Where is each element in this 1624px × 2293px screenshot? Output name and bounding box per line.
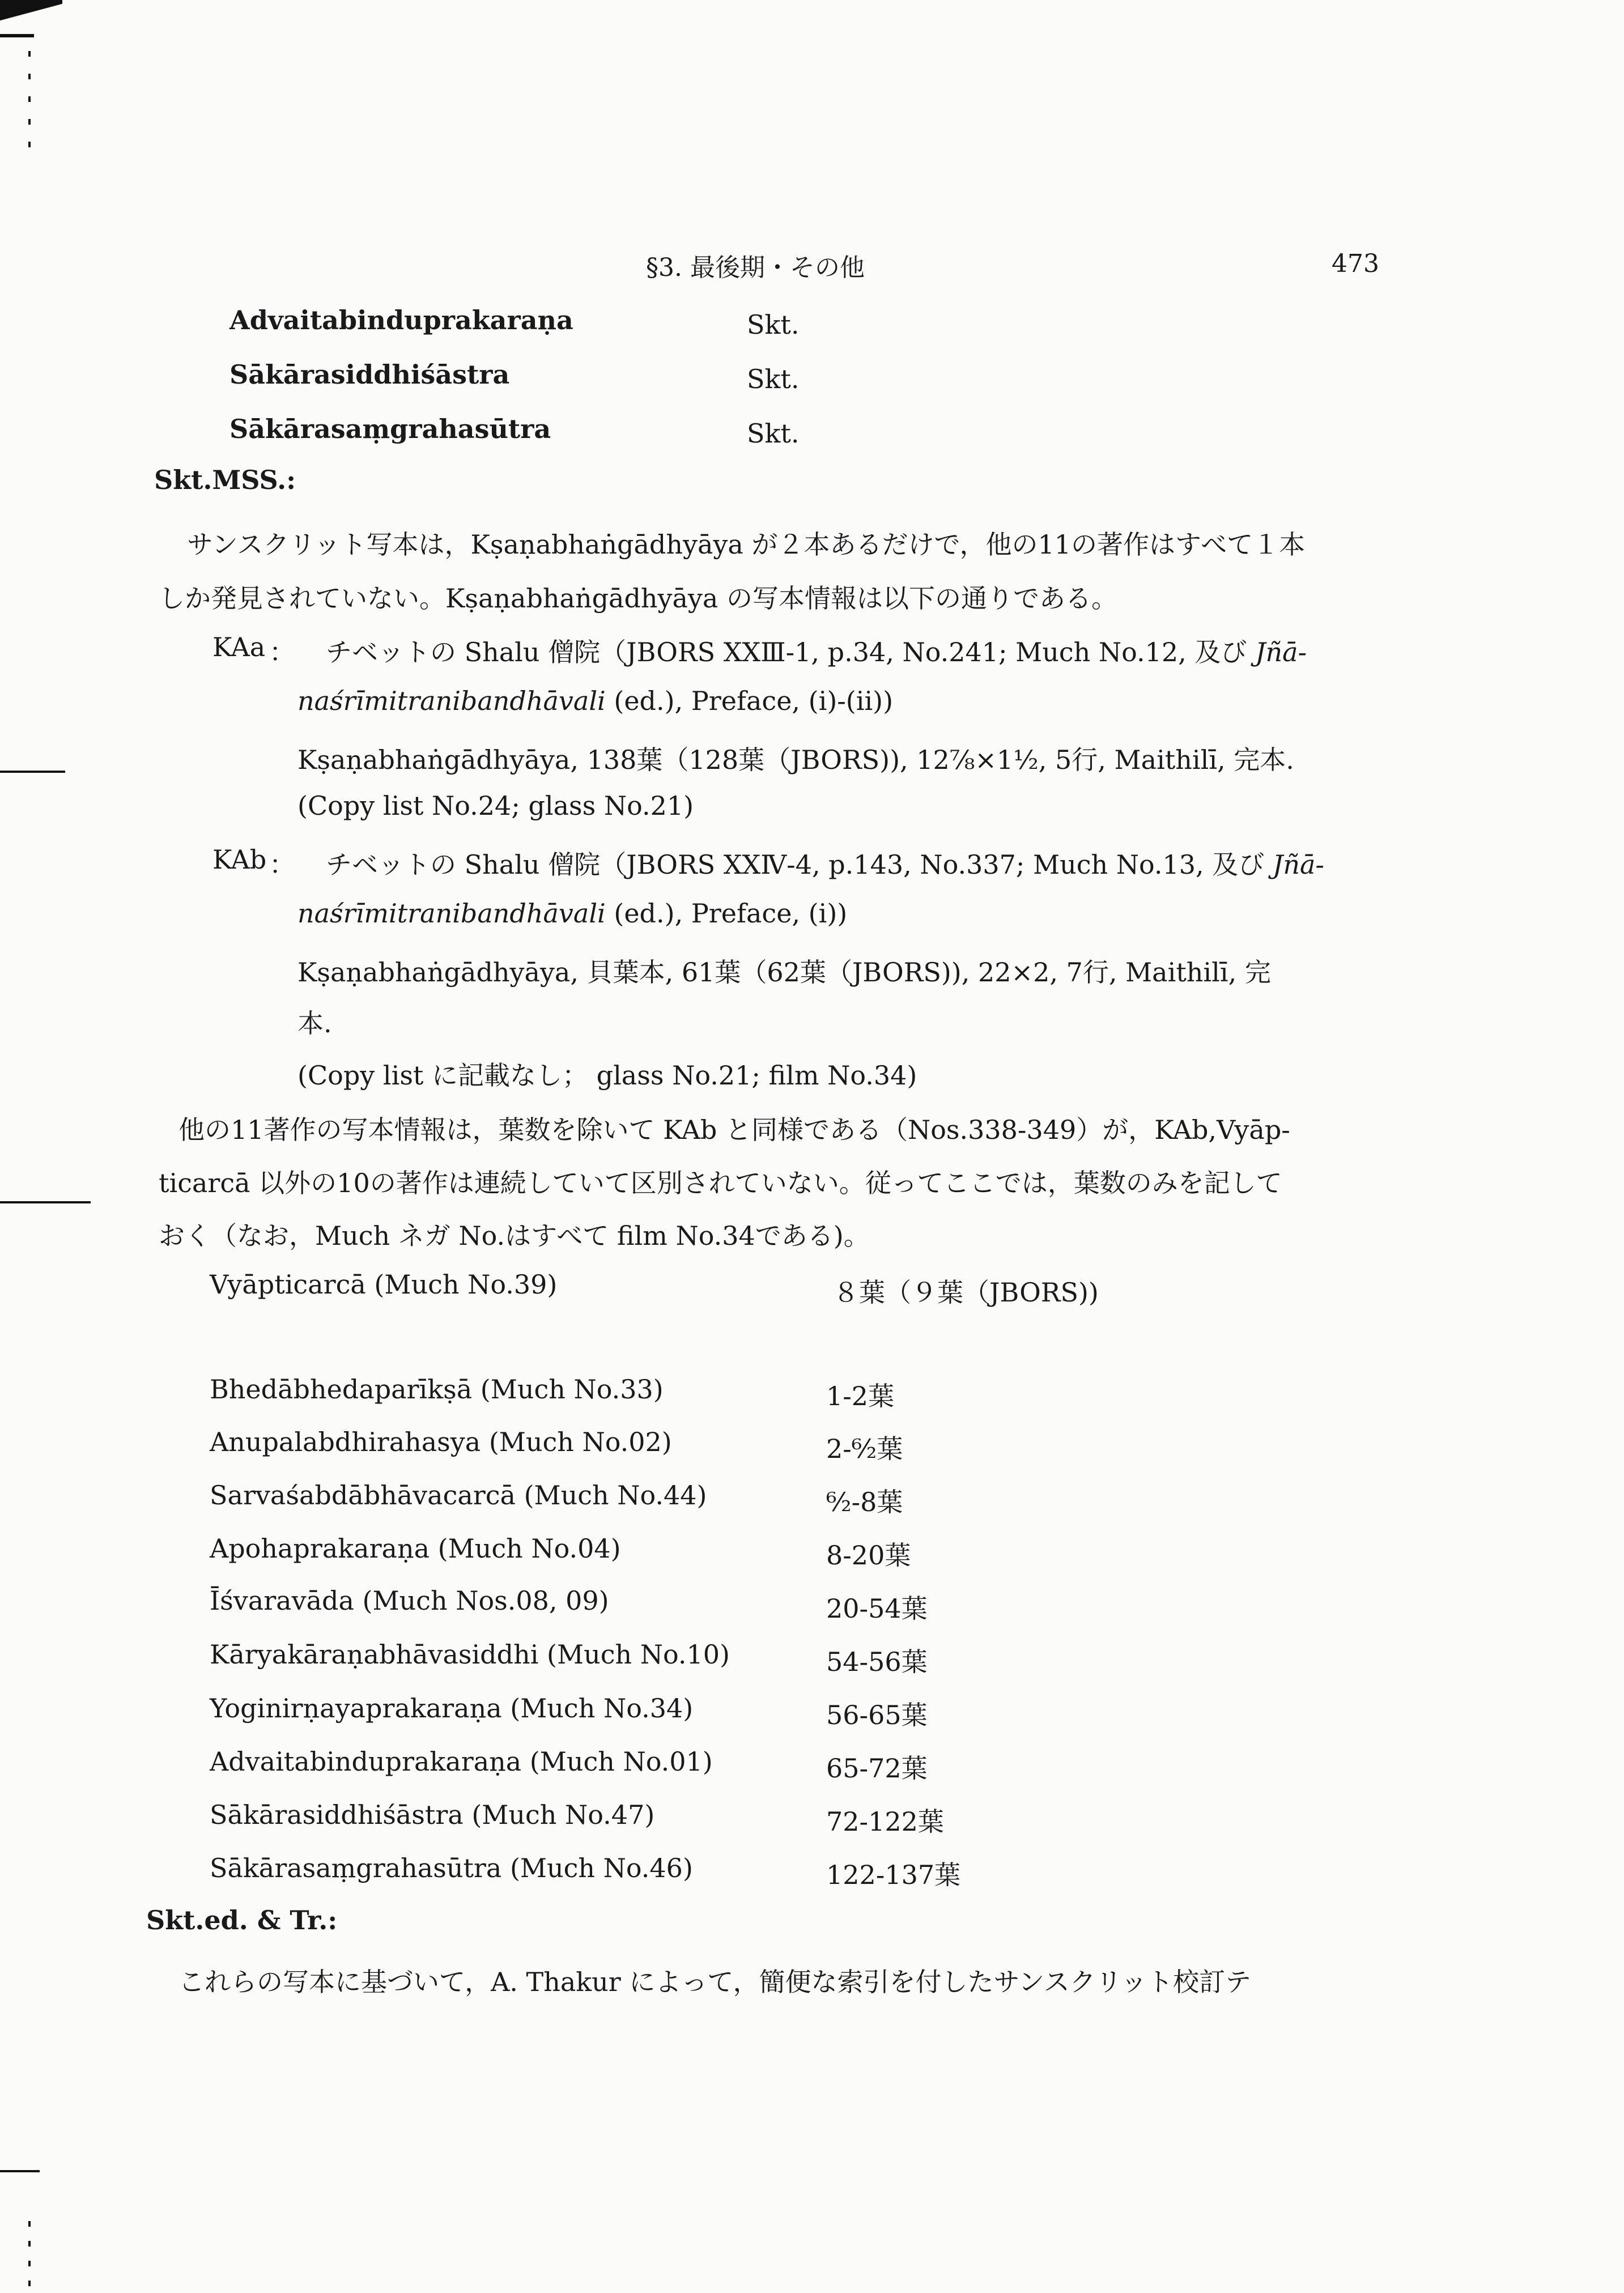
- kaa-label: KAa: [212, 632, 266, 662]
- kab-line-text: (ed.), Preface, (i)): [614, 898, 848, 929]
- ed-text-line: これらの写本に基づいて，A. Thakur によって，簡便な索引を付したサンスクリット校訂テ: [178, 1967, 1251, 1997]
- mss-heading: Skt.MSS.:: [154, 465, 296, 495]
- section-heading: §3. 最後期・その他: [646, 253, 865, 282]
- leaves-name: Anupalabdhirahasya (Much No.02): [210, 1427, 672, 1457]
- scan-mark: [28, 2221, 31, 2293]
- leaves-count: 2-⁶⁄₂葉: [826, 1433, 903, 1464]
- leaves-name: Sākārasaṃgrahasūtra (Much No.46): [210, 1853, 693, 1883]
- scan-mark: [28, 51, 31, 164]
- others-line: 他の11著作の写本情報は，葉数を除いて KAb と同様である（Nos.338-349）が，KAb,Vyāp-: [178, 1114, 1290, 1145]
- others-line: おく（なお，Much ネガ No.はすべて film No.34である)。: [159, 1220, 870, 1251]
- leaves-count: 65-72葉: [826, 1753, 928, 1784]
- others-line: ticarcā 以外の10の著作は連続していて区別されていない。従ってここでは，葉数のみを記して: [159, 1168, 1282, 1198]
- leaves-name: Īśvaravāda (Much Nos.08, 09): [210, 1585, 609, 1616]
- leaves-count: 56-65葉: [826, 1700, 928, 1730]
- leaves-count: ８葉（９葉（JBORS)): [833, 1277, 1099, 1308]
- scan-mark: [0, 771, 65, 773]
- leaves-name: Vyāpticarcā (Much No.39): [210, 1269, 558, 1300]
- kaa-line: [326, 632, 1307, 669]
- mss-intro-line: しか発見されていない。Kṣaṇabhaṅgādhyāya の写本情報は以下の通りである。: [159, 583, 1117, 614]
- page-number: 473: [1332, 249, 1379, 278]
- leaves-count: 20-54葉: [826, 1593, 928, 1624]
- kaa-line-italic: Jñā-: [1255, 637, 1307, 667]
- kaa-line-text: チベットの Shalu 僧院（JBORS XXⅢ-1, p.34, No.241; Much No.12, 及び: [326, 637, 1247, 667]
- scan-mark: [0, 1201, 91, 1203]
- kab-line: Kṣaṇabhaṅgādhyāya, 貝葉本, 61葉（62葉（JBORS)), 22×2, 7行, Maithilī, 完: [297, 957, 1271, 988]
- kaa-line-text: (ed.), Preface, (i)-(ii)): [614, 686, 894, 716]
- leaves-name: Sarvaśabdābhāvacarcā (Much No.44): [210, 1480, 707, 1511]
- kab-line: [297, 898, 847, 929]
- mss-intro-line: サンスクリット写本は，Kṣaṇabhaṅgādhyāya が２本あるだけで，他の11の著作はすべて１本: [187, 529, 1306, 560]
- leaves-name: Kāryakāraṇabhāvasiddhi (Much No.10): [210, 1639, 730, 1670]
- leaves-name: Advaitabinduprakaraṇa (Much No.01): [210, 1746, 713, 1777]
- kab-line: 本.: [297, 1008, 332, 1039]
- kab-colon: ：: [269, 849, 295, 880]
- leaves-count: 8-20葉: [826, 1540, 911, 1571]
- leaves-name: Bhedābhedaparīkṣā (Much No.33): [210, 1374, 664, 1405]
- kab-label: KAb: [212, 844, 267, 875]
- kab-line: (Copy list に記載なし； glass No.21; film No.34): [297, 1060, 917, 1091]
- leaves-count: ⁶⁄₂-8葉: [826, 1487, 903, 1517]
- leaves-name: Sākārasiddhiśāstra (Much No.47): [210, 1799, 655, 1830]
- leaves-count: 1-2葉: [826, 1381, 895, 1411]
- leaves-name: Apohaprakaraṇa (Much No.04): [210, 1533, 621, 1564]
- leaves-count: 122-137葉: [826, 1860, 961, 1890]
- leaves-name: Yoginirṇayaprakaraṇa (Much No.34): [210, 1693, 694, 1724]
- work-lang: Skt.: [747, 418, 800, 449]
- kab-line-italic: Jñā-: [1272, 849, 1324, 880]
- work-lang: Skt.: [747, 364, 800, 394]
- kab-line-text: チベットの Shalu 僧院（JBORS XXⅣ-4, p.143, No.337; Much No.13, 及び: [326, 849, 1265, 880]
- work-lang: Skt.: [747, 309, 800, 340]
- leaves-count: 54-56葉: [826, 1647, 928, 1677]
- kaa-line: [297, 686, 893, 716]
- kab-line: [326, 844, 1324, 882]
- scan-mark: [0, 2170, 40, 2172]
- kaa-line: Kṣaṇabhaṅgādhyāya, 138葉（128葉（JBORS)), 12⅞×1½, 5行, Maithilī, 完本.: [297, 745, 1294, 775]
- kaa-line: (Copy list No.24; glass No.21): [297, 790, 694, 821]
- kab-line-italic: naśrīmitranibandhāvali: [297, 898, 606, 929]
- scan-mark: [0, 0, 62, 34]
- work-name: Advaitabinduprakaraṇa: [229, 305, 573, 335]
- leaves-count: 72-122葉: [826, 1806, 944, 1837]
- ed-heading: Skt.ed. & Tr.:: [146, 1905, 338, 1935]
- kaa-colon: ：: [269, 637, 295, 667]
- work-name: Sākārasaṃgrahasūtra: [229, 414, 551, 444]
- work-name: Sākārasiddhiśāstra: [229, 359, 510, 390]
- scan-mark: [0, 34, 34, 37]
- kaa-line-italic: naśrīmitranibandhāvali: [297, 686, 606, 716]
